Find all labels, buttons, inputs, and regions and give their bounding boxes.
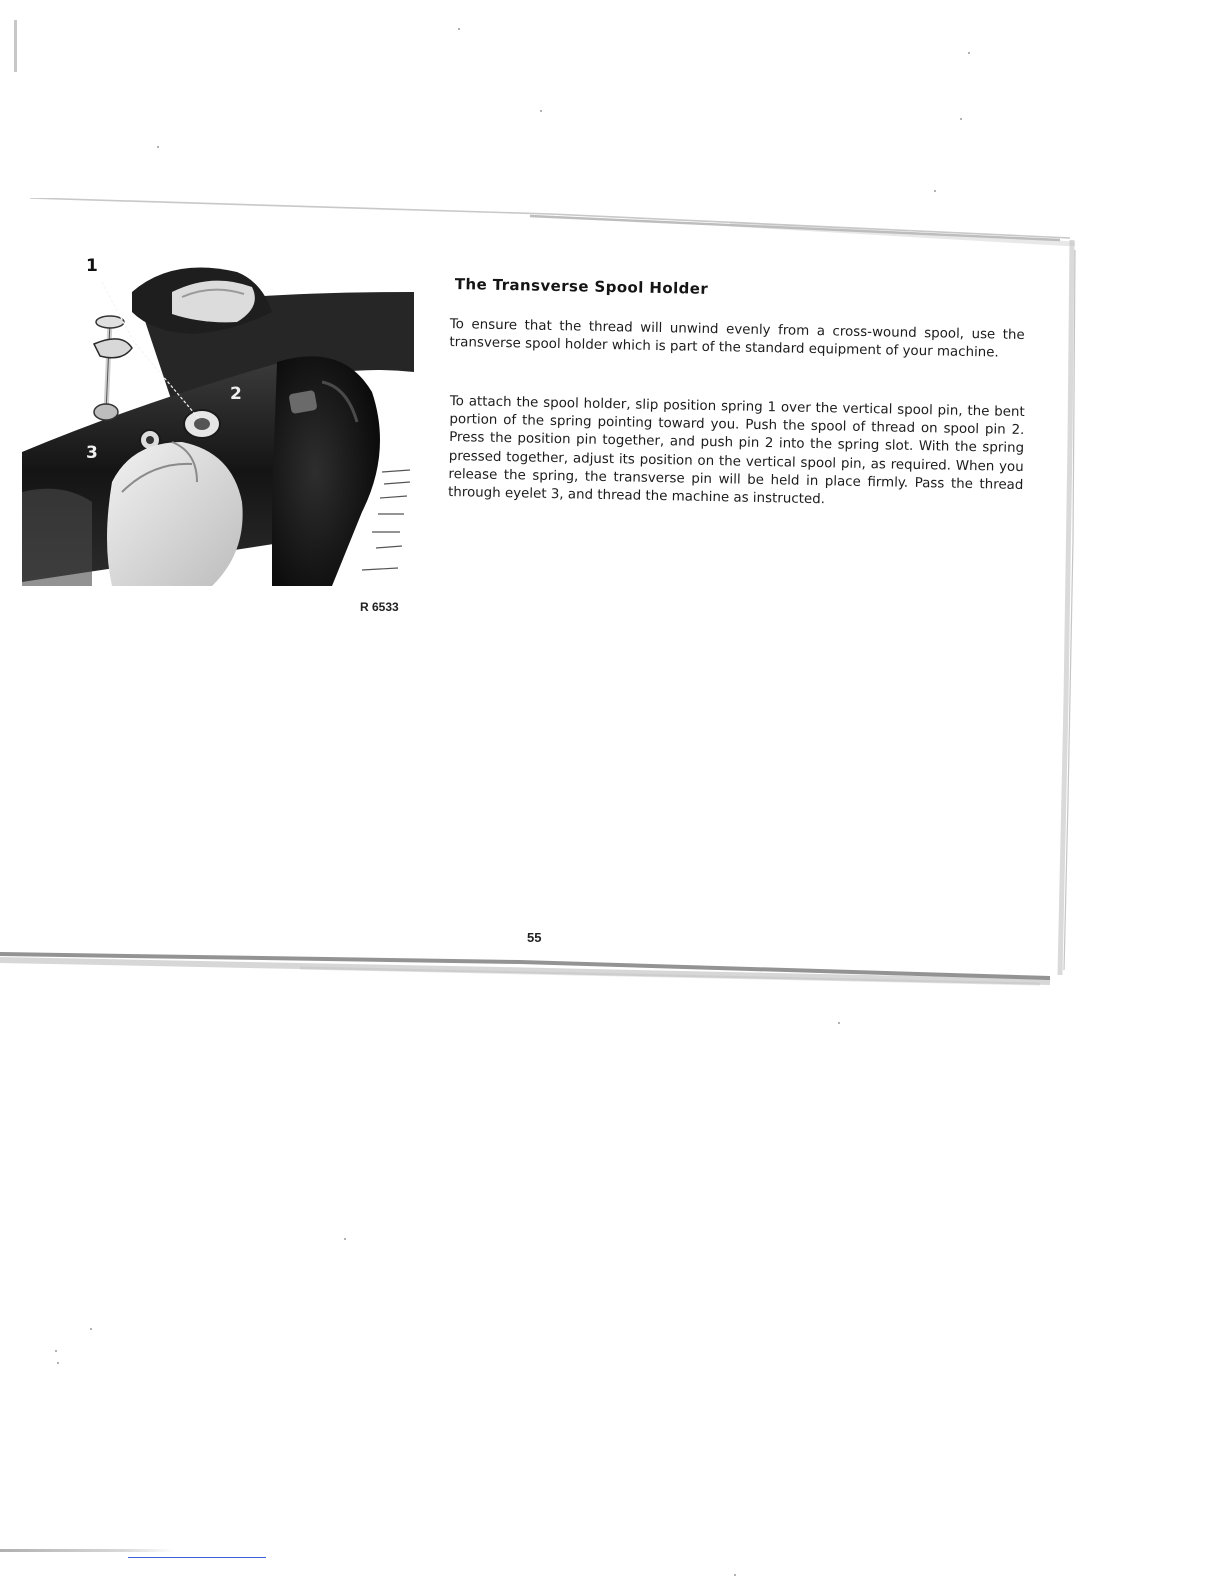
callout-1: 1: [86, 256, 98, 276]
paragraph-intro: To ensure that the thread will unwind evenly from a cross-wound spool, use the transverse spool holder which is part of the standard equipment of your machine.: [449, 316, 1025, 361]
scan-speck: [968, 52, 970, 54]
page-edge-right: [1050, 240, 1080, 980]
callout-3: 3: [86, 443, 98, 463]
scan-speck: [734, 1574, 736, 1576]
scan-speck: [960, 118, 962, 120]
scan-speck: [157, 146, 159, 148]
scan-speck: [458, 28, 460, 30]
paragraph-instructions: To attach the spool holder, slip position spring 1 over the vertical spool pin, the bent portion of the spring pointing toward you. Push the spool of thread on spool pin 2. Press the position pin together, and push pin 2 into the spring slot. With the spring pressed together, adjust its position on the vertical spool pin, as required. When you release the spring, the transverse pin will be held in place firmly. Pass the thread through eyelet 3, and thread the machine as instructed.: [447, 393, 1025, 508]
section-title: The Transverse Spool Holder: [454, 275, 709, 298]
figure-code: R 6533: [360, 600, 399, 614]
scan-speck: [838, 1022, 840, 1024]
scan-speck: [55, 1350, 57, 1352]
page-edge-top: [30, 198, 1080, 246]
scan-speck: [934, 190, 936, 192]
scan-edge-mark: [14, 20, 17, 72]
scan-smudge: [0, 1549, 175, 1552]
scan-speck: [540, 110, 542, 112]
spool-holder-photo: [22, 252, 414, 586]
scan-speck: [57, 1362, 59, 1364]
page-edge-bottom: [0, 940, 1060, 988]
scan-speck: [344, 1238, 346, 1240]
page-number: 55: [527, 930, 542, 945]
scan-underline-mark: [128, 1557, 266, 1558]
callout-2: 2: [230, 384, 242, 404]
scan-speck: [90, 1328, 92, 1330]
